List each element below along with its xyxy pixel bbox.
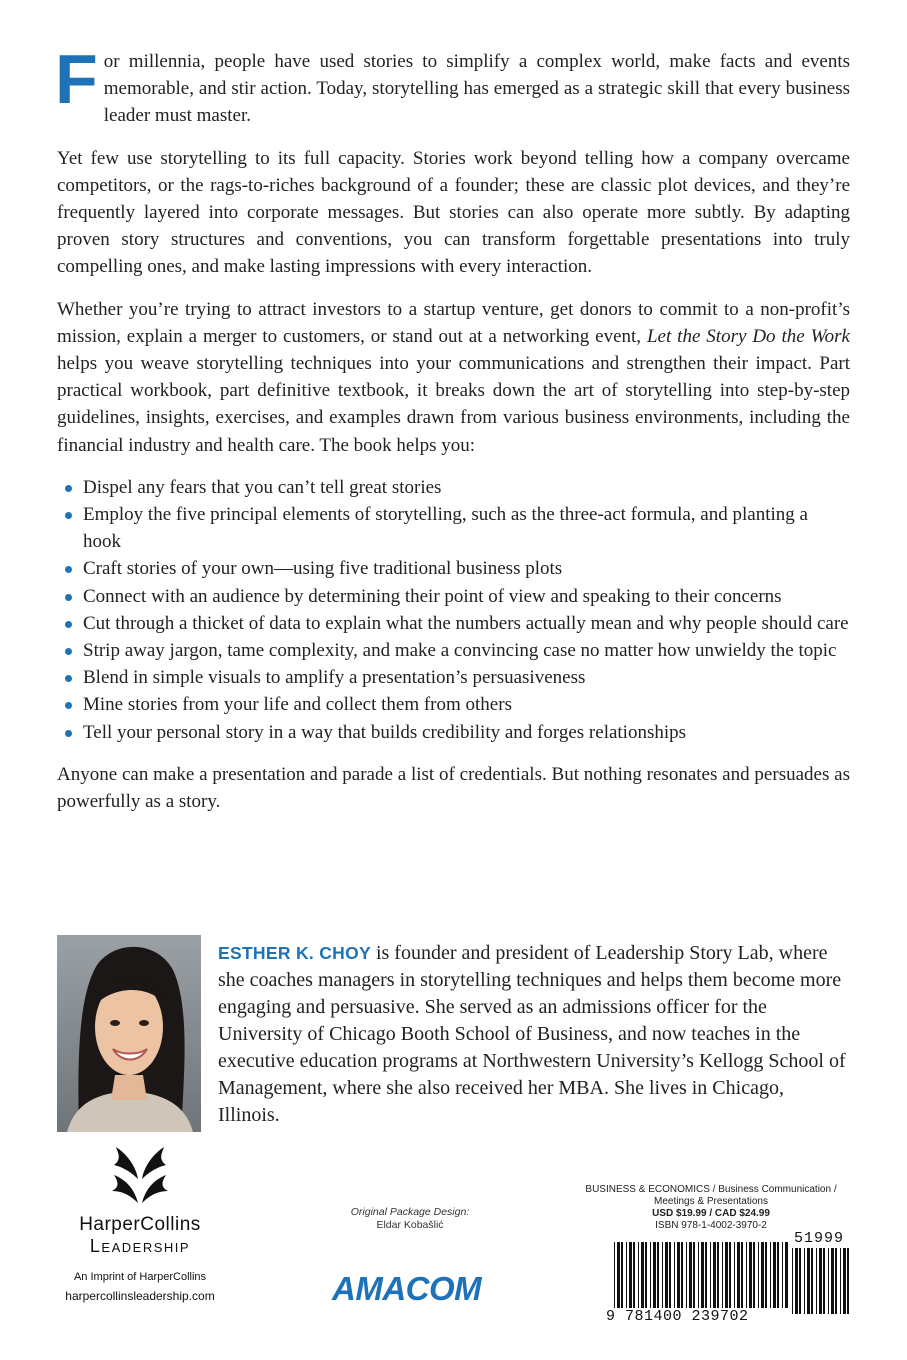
benefit-item: [57, 474, 850, 501]
price-text: USD $19.99 / CAD $24.99: [652, 1208, 770, 1219]
intro-paragraph-3-lead: Whether you’re trying to attract investors to a startup venture, get donors to commit to a non-profit’s mission, explain a merger to customers, or stand out at a networking event,: [57, 298, 850, 347]
publisher-imprint: An Imprint of HarperCollins: [73, 1271, 207, 1283]
bullet-dot-icon: [65, 566, 72, 573]
benefit-text: Employ the five principal elements of storytelling, such as the three-act formula, and planting a hook: [83, 504, 808, 553]
drop-cap: F: [55, 40, 98, 118]
barcode-addon-digits: 51999: [794, 1230, 845, 1247]
intro-paragraph-3: [57, 296, 850, 459]
isbn-barcode: [606, 1230, 856, 1325]
benefit-text: Strip away jargon, tame complexity, and make a convincing case no matter how unwieldy the topic: [83, 640, 837, 662]
benefit-text: Connect with an audience by determining their point of view and speaking to their concerns: [83, 585, 782, 607]
benefit-item: [57, 583, 850, 610]
author-photo: [57, 935, 201, 1132]
bullet-dot-icon: [65, 702, 72, 709]
isbn-text: ISBN 978-1-4002-3970-2: [655, 1220, 767, 1231]
intro-paragraph-3-rest: helps you weave storytelling techniques into your communications and strengthen their impact. Part practical workbook, part definitive textbook, it breaks down the art of storytelling into step-by-step guidelines, insights, exercises, and examples drawn from various business environments, including the financial industry and health care. The book helps you:: [57, 353, 850, 456]
author-portrait-image: [57, 935, 201, 1132]
bullet-dot-icon: [65, 594, 72, 601]
book-title: Let the Story Do the Work: [646, 325, 850, 347]
benefit-item: [57, 610, 850, 637]
benefit-item: [57, 691, 850, 718]
author-bio-text: is founder and president of Leadership Story Lab, where she coaches managers in storytelling techniques and helps them become more engaging and persuasive. She served as an admissions officer for the University of Chicago Booth School of Business, and now teaches in the executive education programs at Northwestern University’s Kellogg School of Management, where she also received her MBA. She lives in Chicago, Illinois.: [218, 942, 846, 1126]
harpercollins-emblem-icon: [108, 1145, 172, 1207]
author-name: ESTHER K. CHOY: [218, 943, 371, 963]
barcode-bars-icon: [614, 1242, 790, 1308]
intro-paragraph-2: Yet few use storytelling to its full capacity. Stories work beyond telling how a company overcame competitors, or the rags-to-riches background of a founder; these are classic plot devices, and they’re frequently layered into corporate messages. But stories can also operate more subtly. By adapting proven story structures and conventions, you can transform forgettable presentations into truly compelling ones, and make lasting impressions with every interaction.: [57, 147, 850, 278]
benefit-item: [57, 664, 850, 691]
benefit-item: [57, 637, 850, 664]
bullet-dot-icon: [65, 648, 72, 655]
benefit-text: Cut through a thicket of data to explain what the numbers actually mean and why people should care: [83, 612, 849, 634]
benefit-text: Blend in simple visuals to amplify a presentation’s persuasiveness: [83, 667, 586, 689]
package-design-credit: [330, 1206, 490, 1232]
back-cover-copy: [55, 40, 850, 830]
benefit-text: Dispel any fears that you can’t tell great stories: [83, 476, 442, 498]
barcode-digits: 9 781400 239702: [606, 1308, 749, 1325]
publisher-url: harpercollinsleadership.com: [65, 1289, 215, 1303]
publisher-name: HarperCollins: [79, 1214, 201, 1235]
benefit-item: [57, 719, 850, 746]
benefit-text: Mine stories from your life and collect them from others: [83, 694, 512, 716]
publisher-sub: Leadership: [89, 1236, 191, 1256]
bullet-dot-icon: [65, 621, 72, 628]
designer-name: Eldar Kobašlić: [376, 1219, 444, 1231]
harpercollins-logo: [50, 1145, 230, 1303]
benefit-item: [57, 555, 850, 582]
benefit-text: Craft stories of your own—using five traditional business plots: [83, 558, 563, 580]
benefits-list: [57, 474, 850, 746]
intro-paragraph-1-text: or millennia, people have used stories to simplify a complex world, make facts and events memorable, and stir action. Today, storytelling has emerged as a strategic skill that every business leader must master.: [103, 51, 850, 127]
bullet-dot-icon: [65, 675, 72, 682]
design-label: Original Package Design:: [350, 1206, 470, 1218]
category-text: BUSINESS & ECONOMICS / Business Communication / Meetings & Presentations: [585, 1184, 837, 1207]
intro-paragraph-1: [55, 40, 850, 130]
closing-paragraph: Anyone can make a presentation and parade a list of credentials. But nothing resonates and persuades as powerfully as a story.: [57, 763, 850, 813]
benefit-text: Tell your personal story in a way that builds credibility and forges relationships: [83, 721, 687, 743]
amacom-logo: AMACOM: [332, 1270, 482, 1307]
bullet-dot-icon: [65, 512, 72, 519]
bullet-dot-icon: [65, 730, 72, 737]
bullet-dot-icon: [65, 485, 72, 492]
barcode-addon-bars-icon: [792, 1248, 850, 1314]
author-bio: [218, 940, 850, 1129]
benefit-item: [57, 501, 850, 555]
book-meta: [566, 1184, 856, 1232]
